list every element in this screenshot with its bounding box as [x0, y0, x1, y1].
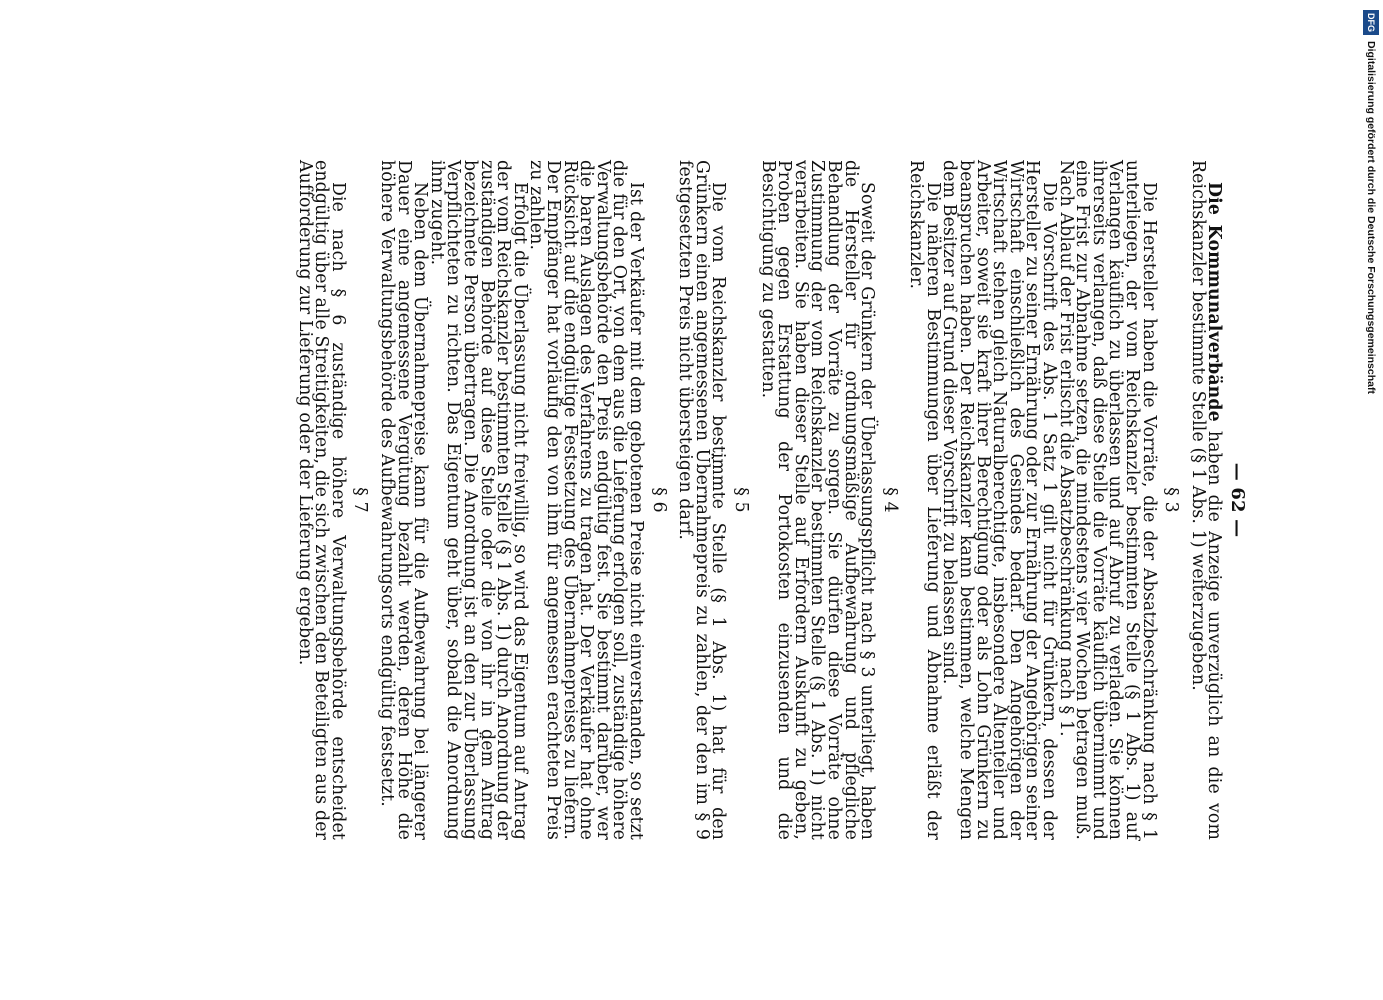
- dfg-logo-icon: DFG: [1363, 10, 1379, 35]
- section-heading: § 6: [648, 487, 669, 513]
- rotated-page-scan: [155, 160, 1248, 840]
- section-4: [759, 160, 898, 840]
- section-paragraph: Die näheren Bestimmungen über Lieferung und Abnahme erläßt der Reichskanzler.: [906, 160, 943, 840]
- section-paragraph: Die vom Reichskanzler bestimmte Stelle (§ 1 Abs. 1) hat für den Grünkern einen angemessenen Übernahmepreis zu zahlen, der den im § 9 festgesetzten Preis nicht übersteigen darf.: [675, 160, 729, 840]
- intro-lead: Die Kommunalverbände: [1204, 182, 1225, 422]
- section-7: [294, 160, 371, 840]
- section-3: [908, 160, 1180, 840]
- intro-text: haben die Anzeige unverzüglich an die vom Reichskanzler bestimmte Stelle (§ 1 Abs. 1) weiterzugeben.: [1187, 160, 1225, 840]
- section-paragraph: Die Hersteller haben die Vorräte, die der Absatzbeschränkung nach § 1 unterliegen, der vom Reichskanzler bestimmten Stelle (§ 1 Abs. 1) auf Verlangen käuflich zu überlassen und auf Abruf zu verladen. Sie können ihrerseits verlangen, daß diese Stelle die Vorräte käuflich übernimmt und eine Frist zur Abnahme setzen, die mindestens vier Wochen betragen muß. Nach Ablauf der Frist erlischt die Absatzbeschränkung nach § 1.: [1055, 160, 1159, 840]
- section-paragraph: Ist der Verkäufer mit dem gebotenen Preise nicht einverstanden, so setzt die für den Ort, von dem aus die Lieferung erfolgen soll, zuständige höhere Verwaltungsbehörde den Preis endgültig fest. Sie bestimmt darüber, wer die baren Auslagen des Verfahrens zu tragen hat. Der Verkäufer hat ohne Rücksicht auf die endgültige Festsetzung des Übernahmepreises zu liefern. Der Empfänger hat vorläufig den von ihm für angemessen erachteten Preis zu zahlen.: [526, 160, 646, 840]
- digitization-credit: [1363, 10, 1383, 990]
- section-heading: § 7: [350, 487, 371, 513]
- credit-text: Digitalisierung gefördert durch die Deutsche Forschungsgemeinschaft: [1365, 41, 1377, 394]
- section-heading: § 3: [1161, 487, 1182, 513]
- section-paragraph: Erfolgt die Überlassung nicht freiwillig, so wird das Eigentum auf Antrag der vom Reichskanzler bestimmten Stelle (§ 1 Abs. 1) durch Anordnung der zuständigen Behörde auf diese Stelle oder die von ihr in dem Antrag bezeichnete Person übertragen. Die Anordnung ist an den zur Überlassung Verpflichteten zu richten. Das Eigentum geht über, sobald die Anordnung ihm zugeht.: [426, 160, 530, 840]
- section-6: [379, 160, 667, 840]
- section-paragraph: Die nach § 6 zuständige höhere Verwaltungsbehörde entscheidet endgültig über alle Streitigkeiten, die sich zwischen den Beteiligten aus der Aufforderung zur Lieferung oder der Lieferung ergeben.: [294, 160, 348, 840]
- intro-paragraph: [1187, 160, 1225, 840]
- page-text-block: [294, 160, 1248, 840]
- section-paragraph: Soweit der Grünkern der Überlassungspflicht nach § 3 unterliegt, haben die Hersteller für ordnungsmäßige Aufbewahrung und pflegliche Behandlung der Vorräte zu sorgen. Sie dürfen diese Vorräte ohne Zustimmung der vom Reichskanzler bestimmten Stelle (§ 1 Abs. 1) nicht verarbeiten. Sie haben dieser Stelle auf Erfordern Auskunft zu geben, Proben gegen Erstattung der Portokosten einzusenden und die Besichtigung zu gestatten.: [757, 160, 878, 840]
- section-5: [677, 160, 749, 840]
- section-heading: § 4: [879, 487, 900, 513]
- section-paragraph: Die Vorschrift des Abs. 1 Satz 1 gilt nicht für Grünkern, dessen der Hersteller zu seiner Ernährung oder zur Ernährung der Angehörigen seiner Wirtschaft einschließlich des Gesindes bedarf. Den Angehörigen der Wirtschaft stehen gleich Naturalberechtigte, insbesondere Altenteiler und Arbeiter, soweit sie kraft ihrer Berechtigung oder als Lohn Grünkern zu beanspruchen haben. Der Reichskanzler kann bestimmen, welche Mengen dem Besitzer auf Grund dieser Vorschrift zu belassen sind.: [939, 160, 1060, 840]
- credit-line: [1361, 10, 1381, 790]
- section-paragraph: Neben dem Übernahmepreise kann für die Aufbewahrung bei längerer Dauer eine angemessene Vergütung bezahlt werden, deren Höhe die höhere Verwaltungsbehörde des Aufbewahrungsorts endgültig festsetzt.: [377, 160, 431, 840]
- page-number: — 62 —: [1227, 462, 1248, 538]
- section-heading: § 5: [730, 487, 751, 513]
